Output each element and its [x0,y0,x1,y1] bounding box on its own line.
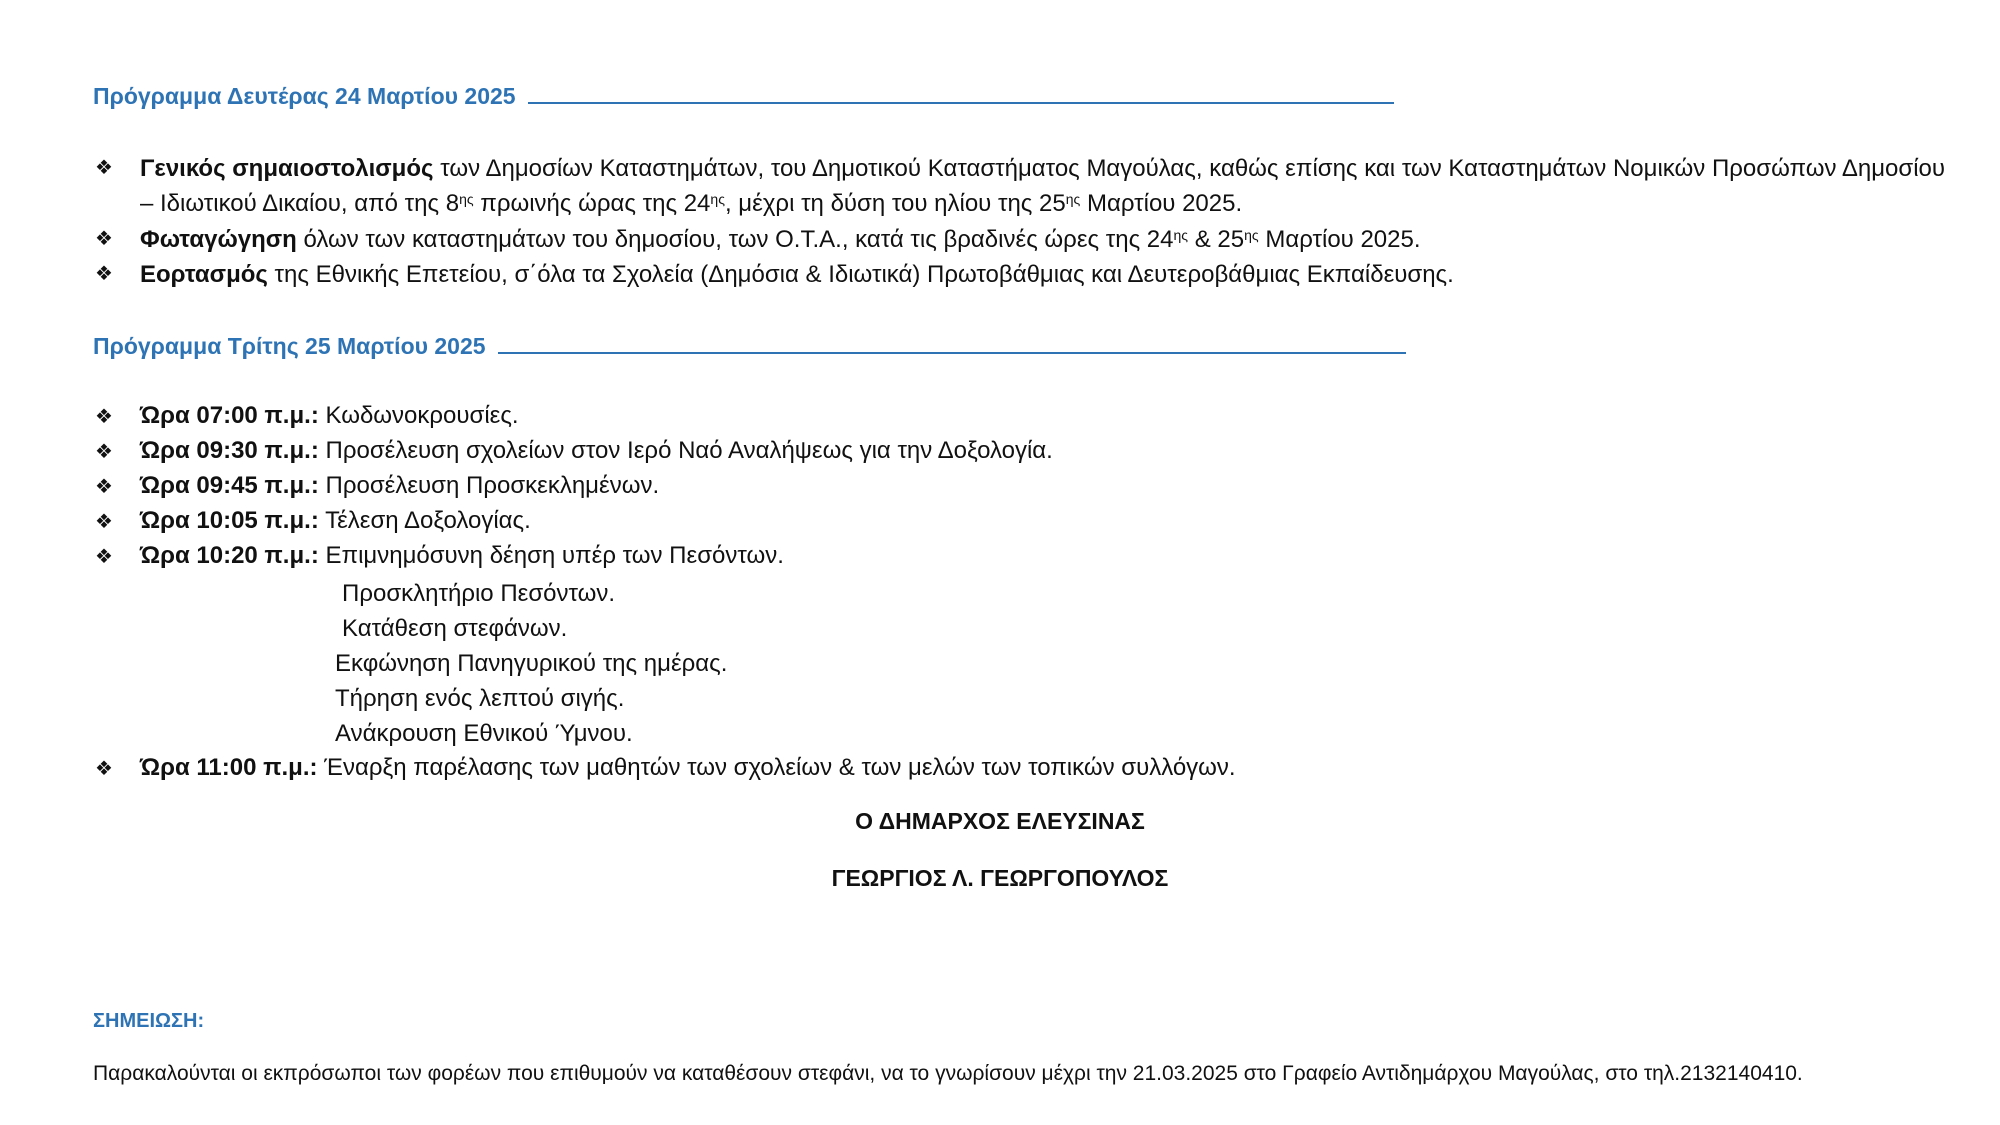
note-text: Παρακαλούνται οι εκπρόσωποι των φορέων που επιθυμούν να καταθέσουν στεφάνι, να το γνωρίσουν μέχρι την 21.03.2025 στο Γραφείο Αντιδημάρχου Μαγούλας, στο τηλ.2132140410. [93,1062,1803,1085]
schedule-item [95,433,1053,470]
diamond-bullet-icon: ❖ [95,546,113,568]
monday-item-flags [95,151,1945,221]
schedule-item [95,750,1236,787]
signature-name: ΓΕΩΡΓΙΟΣ Λ. ΓΕΩΡΓΟΠΟΥΛΟΣ [831,865,1169,891]
monday-item-flags-text-a: των Δημοσίων Καταστημάτων, του Δημοτικού Καταστήματος Μαγούλας, καθώς επίσης και των Καταστημάτων Νομικών Προσώπων Δημοσίου – Ιδιωτικού Δικαίου, από της 8 [140,155,1945,217]
monday-item-lighting-text-c: Μαρτίου 2025. [1258,226,1421,253]
schedule-time: Ώρα 10:05 π.μ.: [140,507,319,534]
superscript: ης [1173,227,1189,243]
note-heading: ΣΗΜΕΙΩΣΗ: [93,1010,205,1032]
monday-item-flags-text-c: , μέχρι τη δύση του ηλίου της 25 [724,190,1066,217]
diamond-bullet-icon: ❖ [95,511,113,533]
schedule-time: Ώρα 11:00 π.μ.: [140,754,318,781]
monday-item-celebration-text: της Εθνικής Επετείου, σ΄όλα τα Σχολεία (Δημόσια & Ιδιωτικά) Πρωτοβάθμιας και Δευτεροβάθμιας Εκπαίδευσης. [267,261,1454,288]
diamond-bullet-icon: ❖ [95,441,113,463]
schedule-time: Ώρα 07:00 π.μ.: [140,402,319,429]
schedule-item [95,538,784,575]
schedule-text: Προσέλευση Προσκεκλημένων. [318,472,660,499]
schedule-text: Προσέλευση σχολείων στον Ιερό Ναό Αναλήψεως για την Δοξολογία. [318,437,1053,464]
diamond-bullet-icon: ❖ [95,263,113,285]
monday-heading-text: Πρόγραμμα Δευτέρας 24 Μαρτίου 2025 [93,83,516,109]
monday-item-lighting [95,222,1945,257]
signature-title: Ο ΔΗΜΑΡΧΟΣ ΕΛΕΥΣΙΝΑΣ [855,808,1145,834]
ceremony-sub-line: Προσκλητήριο Πεσόντων. [342,580,616,607]
tuesday-heading-text: Πρόγραμμα Τρίτης 25 Μαρτίου 2025 [93,333,486,359]
ceremony-sub-line: Ανάκρουση Εθνικού Ύμνου. [335,720,633,747]
monday-item-flags-bold: Γενικός σημαιοστολισμός [140,155,434,182]
superscript: ης [1065,191,1081,207]
schedule-item [95,468,659,505]
schedule-time: Ώρα 10:20 π.μ.: [140,542,319,569]
ceremony-sub-line: Εκφώνηση Πανηγυρικού της ημέρας. [335,650,728,677]
superscript: ης [710,191,725,207]
tuesday-heading [93,332,1406,360]
schedule-text: Έναρξη παρέλασης των μαθητών των σχολείων & των μελών των τοπικών συλλόγων. [317,754,1236,781]
monday-item-celebration [95,257,1945,292]
monday-heading [93,82,1394,110]
schedule-text: Κωδωνοκρουσίες. [318,402,519,429]
monday-item-lighting-text-a: όλων των καταστημάτων του δημοσίου, των Ο.Τ.Α., κατά τις βραδινές ώρες της 24 [296,226,1174,253]
diamond-bullet-icon: ❖ [95,476,113,498]
monday-item-lighting-bold: Φωταγώγηση [140,226,297,253]
tuesday-heading-rule [498,332,1406,354]
monday-item-flags-text-b: πρωινής ώρας της 24 [473,190,711,217]
superscript: ης [459,191,474,207]
monday-item-lighting-text-b: & 25 [1188,226,1245,253]
monday-heading-rule [528,82,1394,104]
diamond-bullet-icon: ❖ [95,228,113,250]
schedule-time: Ώρα 09:30 π.μ.: [140,437,319,464]
diamond-bullet-icon: ❖ [95,406,113,428]
diamond-bullet-icon: ❖ [95,157,113,179]
schedule-text: Επιμνημόσυνη δέηση υπέρ των Πεσόντων. [318,542,784,569]
schedule-item [95,503,531,540]
schedule-time: Ώρα 09:45 π.μ.: [140,472,319,499]
monday-item-flags-text-d: Μαρτίου 2025. [1080,190,1243,217]
superscript: ης [1244,227,1259,243]
ceremony-sub-line: Κατάθεση στεφάνων. [342,615,568,642]
schedule-item [95,398,519,435]
schedule-text: Τέλεση Δοξολογίας. [318,507,531,534]
diamond-bullet-icon: ❖ [95,758,113,780]
monday-item-celebration-bold: Εορτασμός [140,261,268,288]
ceremony-sub-line: Τήρηση ενός λεπτού σιγής. [335,685,625,712]
